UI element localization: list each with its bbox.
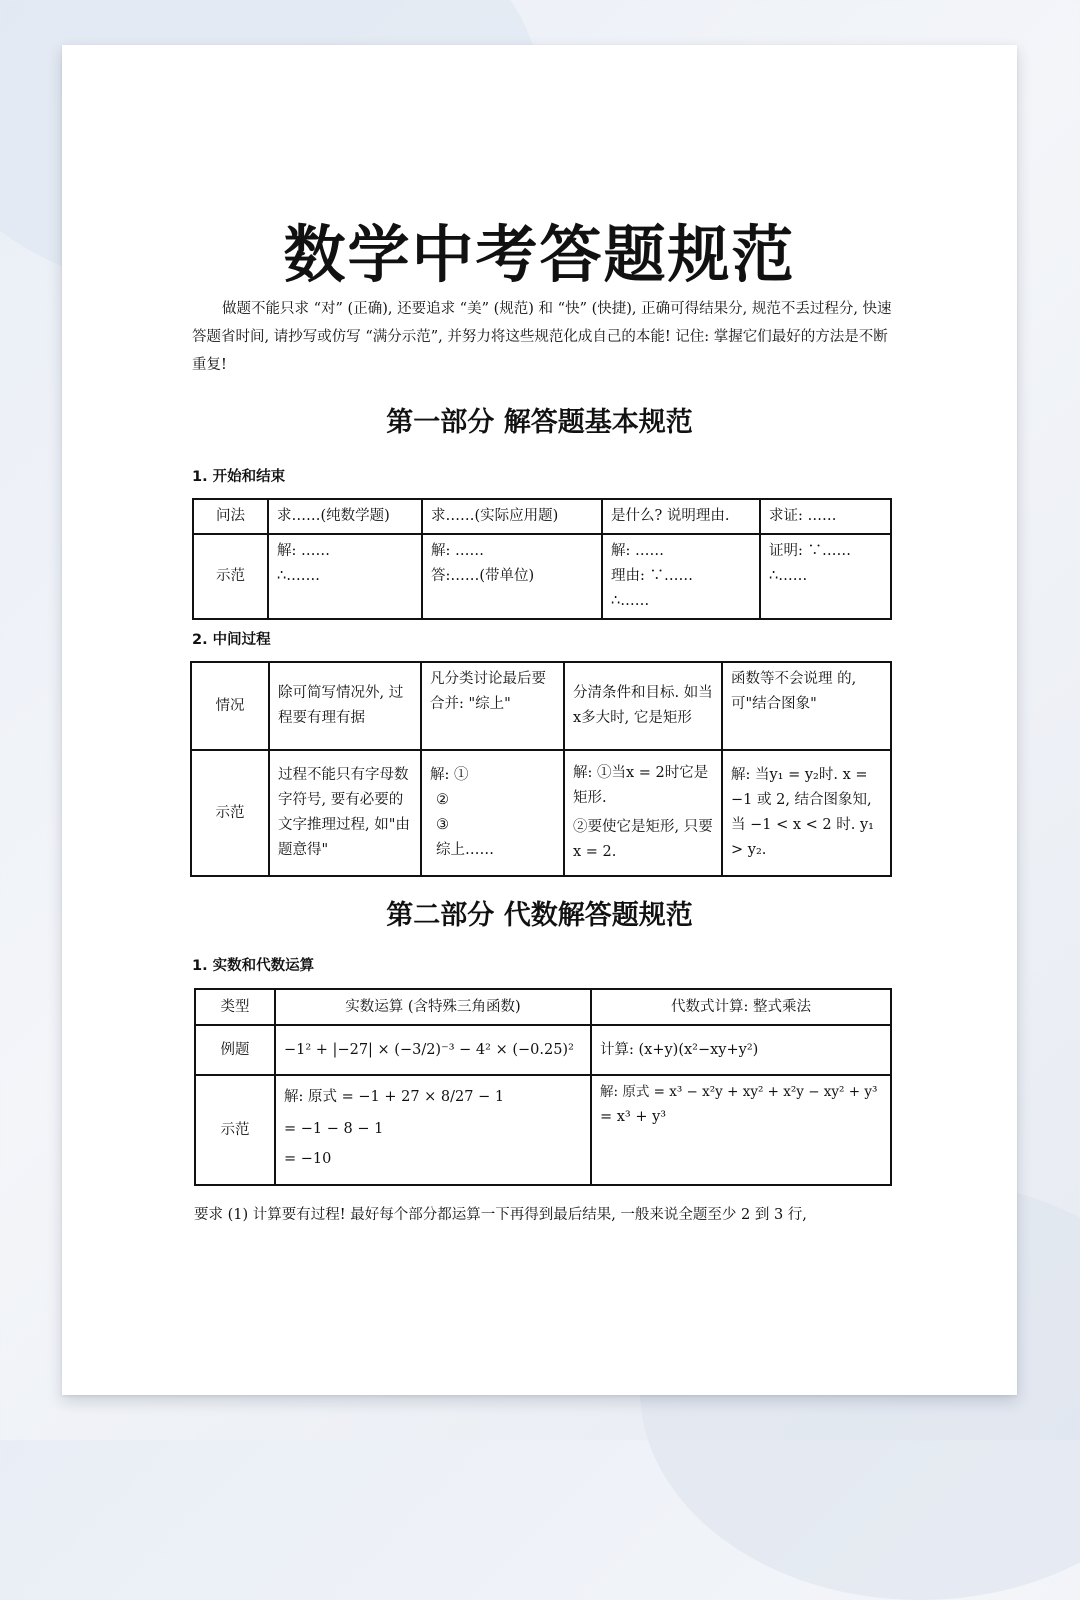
cell-line: 理由: ∵…… — [611, 568, 693, 584]
cell-line: 证明: ∵…… — [769, 543, 851, 559]
part2-heading: 第二部分 代数解答题规范 — [386, 900, 693, 931]
cell-line: ③ — [436, 817, 449, 833]
cell-line: ②要使它是矩形, 只要x = 2. — [573, 819, 713, 860]
table-row — [195, 1075, 891, 1185]
cell-line: 解: …… — [277, 543, 330, 559]
table-cell: 示范 — [195, 1075, 275, 1185]
table-row — [193, 534, 891, 619]
solution-line: = x³ + y³ — [600, 1109, 667, 1125]
cell-line: 综上…… — [436, 842, 494, 858]
section-heading-process: 2. 中间过程 — [192, 632, 271, 648]
demo-algebra-solution — [591, 1075, 891, 1185]
example-real-expression: −1² + |−27| × (−3/2)⁻³ − 4² × (−0.25)² — [275, 1025, 591, 1075]
document-page — [62, 45, 1017, 1395]
table-header-cell: 代数式计算: 整式乘法 — [591, 989, 891, 1025]
example-algebra-expression: 计算: (x+y)(x²−xy+y²) — [591, 1025, 891, 1075]
table-cell — [268, 534, 422, 619]
table-row — [195, 1025, 891, 1075]
requirements-note: 要求 (1) 计算要有过程! 最好每个部分都运算一下再得到最后结果, 一般来说全题至少 2 到 3 行, — [194, 1207, 807, 1223]
cell-line: 解: ①当x = 2时它是矩形. — [573, 765, 709, 806]
cell-line: ∴…… — [769, 568, 808, 584]
operations-table — [194, 988, 892, 1186]
table-cell — [421, 750, 564, 876]
table-cell — [564, 750, 722, 876]
cell-line: 解: …… — [431, 543, 484, 559]
table-header-cell: 类型 — [195, 989, 275, 1025]
table-cell: 例题 — [195, 1025, 275, 1075]
table-cell: 求……(实际应用题) — [422, 499, 602, 534]
table-row — [191, 750, 891, 876]
table-row — [191, 662, 891, 750]
table-cell: 问法 — [193, 499, 268, 534]
solution-line: = −1 − 8 − 1 — [284, 1121, 384, 1137]
table-cell — [760, 534, 891, 619]
cell-line: ∴……. — [277, 568, 320, 584]
table-row — [193, 499, 891, 534]
intro-paragraph: 做题不能只求 “对” (正确), 还要追求 “美” (规范) 和 “快” (快捷), 正确可得结果分, 规范不丢过程分, 快速答题省时间, 请抄写或仿写 “满分示范”, 并努力将这些规范化成自己的本能! 记住: 掌握它们最好的方法是不断重复! — [192, 301, 892, 373]
section-heading-operations: 1. 实数和代数运算 — [192, 958, 315, 974]
table-cell: 示范 — [193, 534, 268, 619]
table-cell: 除可简写情况外, 过程要有理有据 — [269, 662, 421, 750]
table-cell: 示范 — [191, 750, 269, 876]
table-cell: 求证: …… — [760, 499, 891, 534]
solution-line: = −10 — [284, 1151, 332, 1167]
table-cell: 是什么? 说明理由. — [602, 499, 760, 534]
process-table — [190, 661, 892, 877]
table-cell: 分清条件和目标. 如当x多大时, 它是矩形 — [564, 662, 722, 750]
cell-line: ② — [436, 792, 449, 808]
table-header-cell: 实数运算 (含特殊三角函数) — [275, 989, 591, 1025]
table-cell — [602, 534, 760, 619]
solution-line: 解: 原式 = x³ − x²y + xy² + x²y − xy² + y³ — [600, 1084, 878, 1100]
page-title: 数学中考答题规范 — [283, 218, 796, 291]
solution-line: 解: 原式 = −1 + 27 × 8/27 − 1 — [284, 1089, 505, 1105]
table-cell: 凡分类讨论最后要合并: "综上" — [421, 662, 564, 750]
start-end-table — [192, 498, 892, 620]
demo-real-solution — [275, 1075, 591, 1185]
table-cell: 解: 当y₁ = y₂时. x = −1 或 2, 结合图象知, 当 −1 < x < 2 时. y₁ > y₂. — [722, 750, 891, 876]
table-cell: 情况 — [191, 662, 269, 750]
cell-line: ∴…… — [611, 593, 650, 609]
section-heading-start-end: 1. 开始和结束 — [192, 469, 286, 485]
cell-line: 解: ① — [430, 767, 469, 783]
table-cell — [422, 534, 602, 619]
table-cell: 求……(纯数学题) — [268, 499, 422, 534]
table-cell: 函数等不会说理 的, 可"结合图象" — [722, 662, 891, 750]
cell-line: 解: …… — [611, 543, 664, 559]
table-row — [195, 989, 891, 1025]
table-cell: 过程不能只有字母数字符号, 要有必要的文字推理过程, 如"由题意得" — [269, 750, 421, 876]
cell-line: 答:……(带单位) — [431, 568, 535, 584]
part1-heading: 第一部分 解答题基本规范 — [386, 407, 693, 438]
